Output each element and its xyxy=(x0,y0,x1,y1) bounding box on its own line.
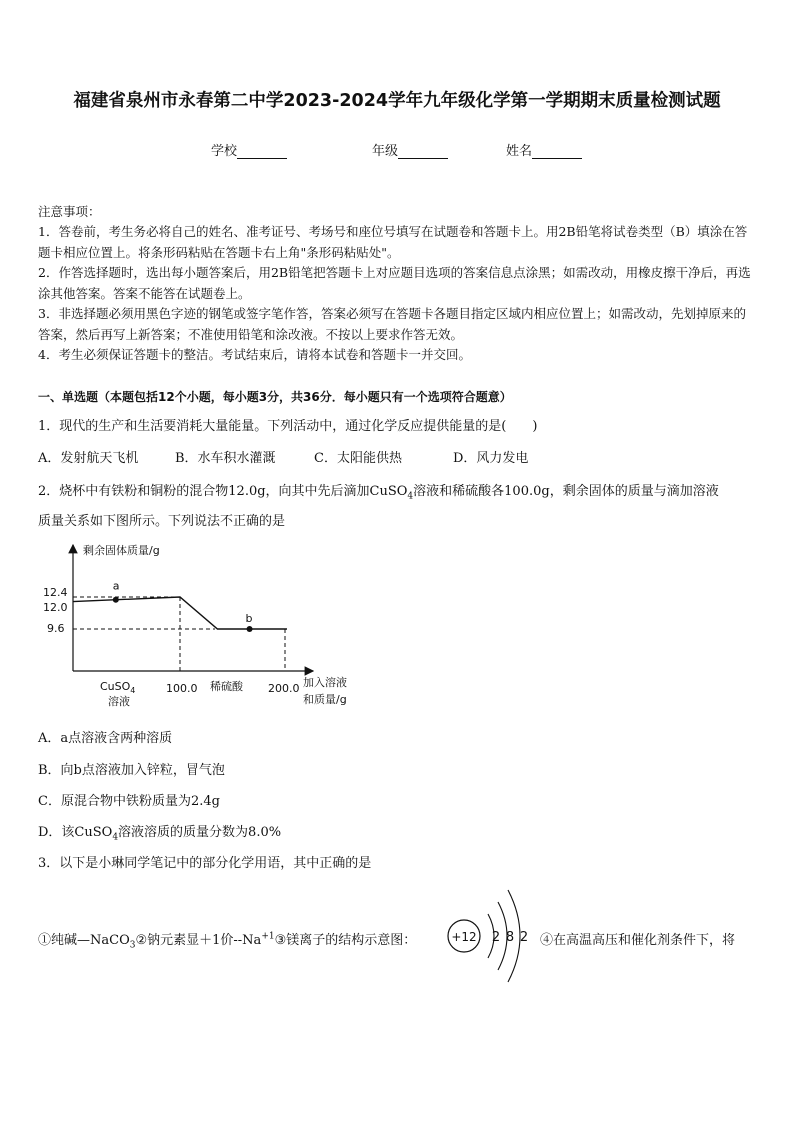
q2-stem-b: 溶液和稀硫酸各100.0g，剩余固体的质量与滴加溶液 xyxy=(413,484,719,499)
q1-option-b[interactable]: B．水车积水灌溉 xyxy=(175,451,276,466)
point-a xyxy=(113,597,119,603)
region-acid: 稀硫酸 xyxy=(210,680,243,693)
school-blank[interactable] xyxy=(237,145,287,159)
region-cuso4-solution: 溶液 xyxy=(108,695,130,708)
q2-stem xyxy=(38,480,719,502)
y-tick-9.6: 9.6 xyxy=(47,622,65,635)
q2-option-d-sub: 4 xyxy=(112,832,119,843)
q3-line xyxy=(38,929,416,951)
q3-item-2-sup: +1 xyxy=(261,931,275,942)
x-axis-label-2: 和质量/g xyxy=(303,693,347,706)
q2-stem-a: 2．烧杯中有铁粉和铜粉的混合物12.0g，向其中先后滴加CuSO xyxy=(38,484,408,499)
y-axis-label: 剩余固体质量/g xyxy=(83,544,160,557)
x-tick-200: 200.0 xyxy=(268,682,300,695)
q3-item-1-sub: 3 xyxy=(129,940,136,951)
notice-list xyxy=(38,222,758,366)
nucleus-charge: +12 xyxy=(451,930,477,944)
point-b-label: b xyxy=(245,612,253,625)
x-tick-100: 100.0 xyxy=(166,682,198,695)
q1-option-a[interactable]: A．发射航天飞机 xyxy=(38,451,139,466)
region-cuso4: CuSO$_4$ xyxy=(100,680,136,695)
q2-option-a[interactable]: A．a点溶液含两种溶质 xyxy=(38,731,173,746)
q3-item-4: ④在高温高压和催化剂条件下，将 xyxy=(540,933,736,948)
mg-ion-structure-diagram xyxy=(440,884,540,984)
q1-option-d[interactable]: D．风力发电 xyxy=(453,451,529,466)
q2-stem-sub: 4 xyxy=(407,491,414,502)
y-tick-12.4: 12.4 xyxy=(43,586,68,599)
point-a-label: a xyxy=(112,579,120,593)
notice-heading: 注意事项： xyxy=(38,204,101,219)
y-tick-12.0: 12.0 xyxy=(43,601,68,614)
shell-2-electrons: 8 xyxy=(505,930,515,945)
q2-stem-line2: 质量关系如下图所示。下列说法不正确的是 xyxy=(38,514,286,529)
shell-3-electrons: 2 xyxy=(519,930,529,945)
q1-option-c[interactable]: C．太阳能供热 xyxy=(314,451,402,466)
q3-stem: 3．以下是小琳同学笔记中的部分化学用语，其中正确的是 xyxy=(38,856,372,871)
notice-item-2: 2．作答选择题时，选出每小题答案后，用2B铅笔把答题卡上对应题目选项的答案信息点涂黑；如需改动，用橡皮擦干净后，再选涂其他答案。答案不能答在试题卷上。 xyxy=(38,265,751,301)
q3-item-1: ①纯碱—NaCO xyxy=(38,933,130,948)
q3-item-2: ②钠元素显＋1价--Na xyxy=(135,933,262,948)
name-label: 姓名 xyxy=(506,144,533,159)
q1-stem: 1．现代的生产和生活要消耗大量能量。下列活动中，通过化学反应提供能量的是( ) xyxy=(38,419,538,434)
notice-item-3: 3．非选择题必须用黑色字迹的钢笔或签字笔作答，答案必须写在答题卡各题目指定区域内相应位置上；如需改动，先划掉原来的答案，然后再写上新答案；不准使用铅笔和涂改液。不按以上要求作答无效。 xyxy=(38,306,746,342)
notice-item-4: 4．考生必须保证答题卡的整洁。考试结束后，请将本试卷和答题卡一并交回。 xyxy=(38,347,471,362)
grade-label: 年级 xyxy=(372,144,399,159)
page-title: 福建省泉州市永春第二中学2023-2024学年九年级化学第一学期期末质量检测试题 xyxy=(73,91,721,111)
grade-field[interactable] xyxy=(372,140,448,159)
q2-option-d[interactable] xyxy=(38,821,281,843)
q2-option-d-a: D．该CuSO xyxy=(38,825,113,840)
shell-1-electrons: 2 xyxy=(491,930,501,945)
q3-item-3: ③镁离子的结构示意图： xyxy=(274,933,417,948)
q2-option-b[interactable]: B．向b点溶液加入锌粒，冒气泡 xyxy=(38,763,225,778)
point-b xyxy=(247,626,253,632)
name-blank[interactable] xyxy=(532,145,582,159)
q2-chart xyxy=(30,535,370,715)
q2-option-d-b: 溶液溶质的质量分数为8.0% xyxy=(118,825,282,840)
q2-option-c[interactable]: C．原混合物中铁粉质量为2.4g xyxy=(38,794,220,809)
name-field[interactable] xyxy=(506,140,582,159)
school-field[interactable] xyxy=(211,140,287,159)
school-label: 学校 xyxy=(211,144,238,159)
x-axis-label-1: 加入溶液 xyxy=(303,676,347,689)
notice-item-1: 1．答卷前，考生务必将自己的姓名、准考证号、考场号和座位号填写在试题卷和答题卡上。用2B铅笔将试卷类型（B）填涂在答题卡相应位置上。将条形码粘贴在答题卡右上角"条形码粘贴处"。 xyxy=(38,224,748,260)
section-heading: 一、单选题（本题包括12个小题，每小题3分，共36分．每小题只有一个选项符合题意） xyxy=(38,390,512,404)
grade-blank[interactable] xyxy=(398,145,448,159)
